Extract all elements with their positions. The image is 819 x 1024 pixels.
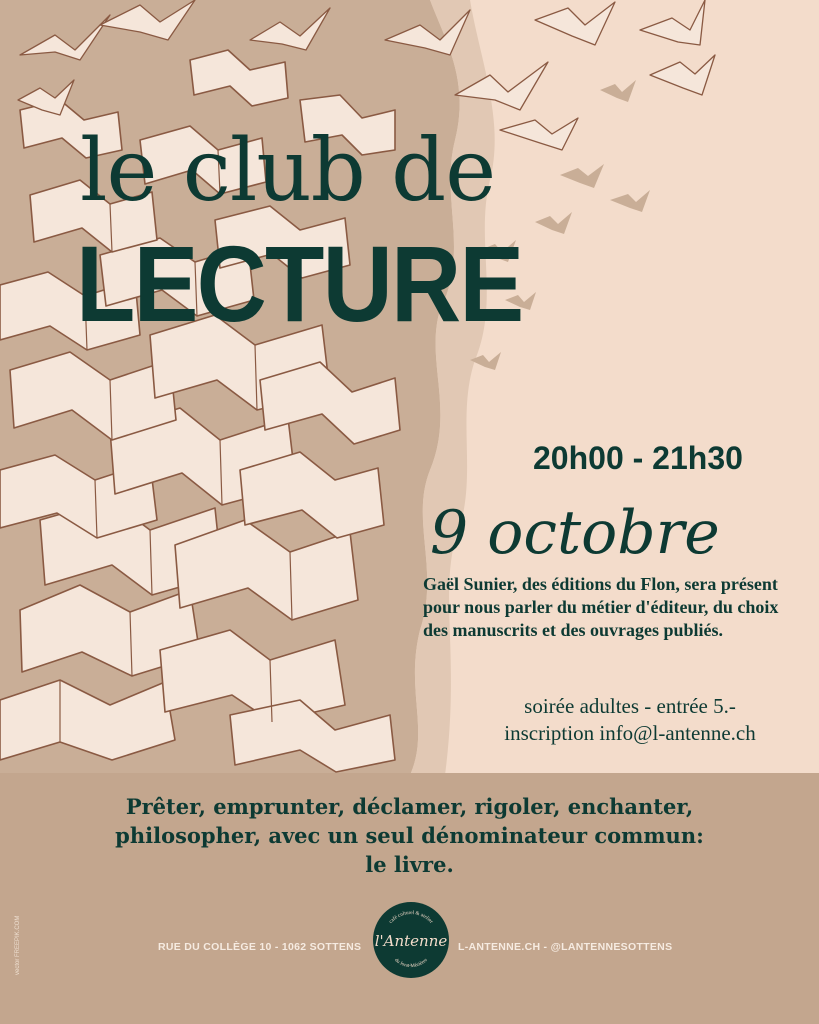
footer-address: RUE DU COLLÈGE 10 - 1062 SOTTENS: [158, 941, 362, 953]
event-info: [470, 693, 790, 747]
event-info-line-1: soirée adultes - entrée 5.-: [524, 694, 736, 718]
tagline: [60, 792, 759, 879]
logo-arc-top: café culturel & atelier: [387, 909, 435, 925]
event-date: 9 octobre: [430, 498, 720, 568]
event-time: 20h00 - 21h30: [533, 440, 743, 476]
logo-name: l'Antenne: [374, 932, 448, 950]
logo-arc-bottom: du Jorat-Mézières: [393, 958, 429, 970]
event-info-line-2: inscription info@l-antenne.ch: [504, 721, 756, 745]
title-line-1: le club de: [80, 121, 496, 221]
tagline-line-1: Prêter, emprunter, déclamer, rigoler, enchanter,: [125, 794, 694, 819]
event-description: Gaël Sunier, des éditions du Flon, sera présent pour nous parler du métier d'éditeur, du choix des manuscrits et des ouvrages publiés.: [423, 574, 779, 640]
lantenne-logo: [372, 901, 450, 979]
title-line-2: LECTURE: [76, 223, 523, 344]
footer-credit: vector FREEPIK.COM: [15, 915, 21, 975]
footer-web: L-ANTENNE.CH - @LANTENNESOTTENS: [458, 941, 673, 953]
tagline-line-2: philosopher, avec un seul dénominateur commun:: [115, 823, 704, 848]
tagline-line-3: le livre.: [365, 852, 454, 877]
